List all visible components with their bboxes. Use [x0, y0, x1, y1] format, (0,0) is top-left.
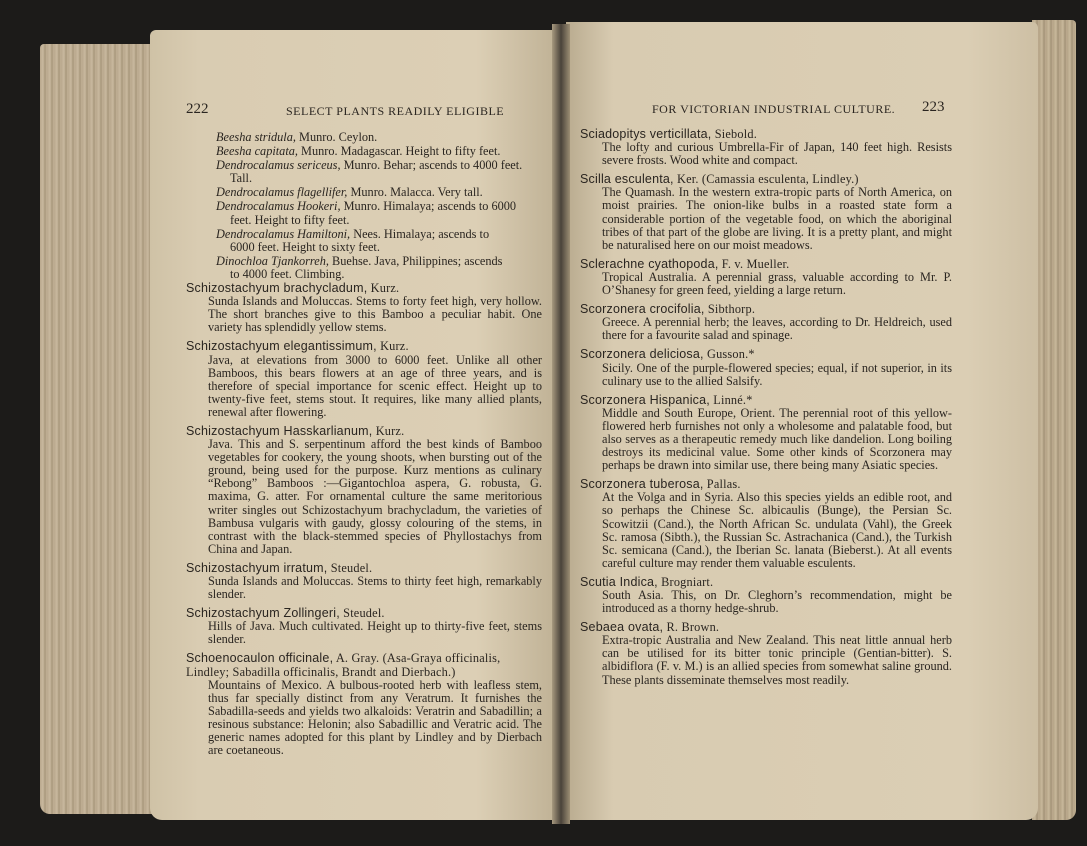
left-page-text — [186, 131, 542, 763]
species-entry — [580, 576, 952, 615]
species-author: Ker. (Camassia esculenta, Lindley.) — [673, 172, 859, 187]
species-description: Sicily. One of the purple-flowered species; equal, if not superior, in its culinary use to the allied Salsify. — [602, 360, 952, 388]
short-entry — [186, 186, 542, 199]
species-name: Dendrocalamus flagellifer, — [216, 185, 348, 200]
species-note-continued: Tall. — [230, 171, 253, 186]
book-gutter — [552, 24, 570, 824]
species-title: Sebaea ovata, — [580, 620, 664, 635]
species-author: Steudel. — [327, 560, 373, 575]
species-note-continued: 6000 feet. Height to sixty feet. — [230, 239, 380, 254]
short-entry — [186, 131, 542, 144]
species-entry — [580, 394, 952, 473]
species-name: Dendrocalamus sericeus, — [216, 158, 341, 173]
species-title: Schizostachyum irratum, — [186, 560, 328, 575]
species-entry — [580, 303, 952, 342]
species-entry — [580, 621, 952, 686]
species-entry — [186, 425, 542, 556]
species-author: Kurz. — [372, 423, 405, 438]
species-author: Linné.* — [709, 392, 753, 407]
species-heading — [580, 394, 952, 407]
short-entry — [186, 228, 542, 254]
species-description: Tropical Australia. A perennial grass, valuable according to Mr. P. O’Shanesy for green feed, yielding a large return. — [602, 269, 952, 298]
species-note: Munro. Malacca. Very tall. — [347, 185, 483, 200]
species-title: Scilla esculenta, — [580, 172, 674, 187]
species-author: A. Gray. (Asa-Graya officinalis, Lindley; Sabadilla officinalis, Brandt and Dierbach.) — [186, 651, 501, 679]
species-author: Sibthorp. — [704, 302, 756, 317]
species-title: Schoenocaulon officinale, — [186, 651, 334, 666]
species-description: Java, at elevations from 3000 to 6000 feet. Unlike all other Bamboos, this bears flowers at an age of three years, and is therefore of special importance for scenic effect. Height up to twenty-five feet, stems stout. It requires, like many allied plants, renewal after flowering. — [208, 352, 542, 419]
short-entry — [186, 255, 542, 281]
species-author: R. Brown. — [663, 620, 720, 635]
species-heading — [186, 340, 542, 353]
right-page-text — [580, 128, 952, 693]
species-title: Sciadopitys verticillata, — [580, 127, 712, 141]
species-description: The Quamash. In the western extra-tropic parts of North America, on moist prairies. The onion-like bulbs in a roasted state form a considerable portion of the vegetable food, on which the aboriginal tribes of that part of the globe are living. It is a pretty plant, and might be naturalised here on our moist meadows. — [602, 185, 952, 252]
species-name: Dendrocalamus Hookeri, — [216, 199, 341, 214]
species-title: Schizostachyum Hasskarlianum, — [186, 423, 373, 438]
species-description: Java. This and S. serpentinum afford the best kinds of Bamboo vegetables for cookery, the young shoots, when bursting out of the ground, being used for the purpose. Kurz mentions as culinary “Rebong” Bamboos :—Gigantochloa aspera, G. robusta, G. maxima, G. atter. For ornamental culture the same meritorious writer singles out Schizostachyum brachycladum, the varieties of Bambusa vulgaris with gaudy, glossy colouring of the stems, in contrast with the black-stemmed species of Phyllostachys from China and Japan. — [208, 437, 542, 556]
species-description: Sunda Islands and Moluccas. Stems to forty feet high, very hollow. The short branches give to this Bamboo a peculiar habit. One variety has splendidly yellow stems. — [208, 294, 542, 335]
species-author: Siebold. — [711, 127, 757, 141]
right-page-edges — [1032, 20, 1076, 820]
species-title: Scorzonera Hispanica, — [580, 392, 710, 407]
species-name: Dendrocalamus Hamiltoni, — [216, 226, 351, 241]
species-note-continued: feet. Height to fifty feet. — [230, 212, 350, 227]
species-note: Munro. Madagascar. Height to fifty feet. — [297, 144, 501, 159]
species-note: Nees. Himalaya; ascends to — [350, 226, 490, 241]
short-entries — [186, 131, 542, 281]
species-description: Middle and South Europe, Orient. The perennial root of this yellow-flowered herb furnishes not only a wholesome and palatable food, but also serves as a therapeutic remedy much like dandelion. Long boiling destroys its medicinal value. Some other kinds of Scorzonera may perhaps be drawn into similar use, there being many Asiatic species. — [602, 405, 952, 473]
species-note: Buehse. Java, Philippines; ascends — [328, 253, 503, 268]
species-name: Dinochloa Tjankorreh, — [216, 253, 329, 268]
species-description: Extra-tropic Australia and New Zealand. This neat little annual herb can be utilised for its bitter tonic principle (Gentian-bitter). S. albidiflora (F. v. M.) is an allied species from somewhat saline ground. These plants disseminate themselves most readily. — [602, 633, 952, 687]
species-description: At the Volga and in Syria. Also this species yields an edible root, and so perhaps the Chinese Sc. albicaulis (Bunge), the Persian Sc. Scowitzii (Cand.), the North African Sc. undulata (Vahl), the Greek Sc. ramosa (Sibth.), the Russian Sc. Astrachanica (Cand.), the Turkish Sc. semicana (Cand.), the Iberian Sc. lanata (Bieberst.). At all events careful culture may render them valuable esculents. — [602, 490, 952, 570]
species-entry — [580, 173, 952, 252]
right-entries — [580, 128, 952, 687]
species-title: Sclerachne cyathopoda, — [580, 256, 719, 271]
species-title: Scorzonera tuberosa, — [580, 477, 704, 492]
left-page-edges — [40, 44, 164, 814]
species-heading — [580, 348, 952, 361]
species-description: Mountains of Mexico. A bulbous-rooted herb with leafless stem, thus far specially distinct from any Veratrum. It furnishes the Sabadilla-seeds and yields two alkaloids: Veratrin and Sabadillin; a resinous substance: Helonin; also Sabadillic and Veratric acid. The generic names adopted for this plant by Lindley and by Dierbach are coetaneous. — [208, 677, 542, 758]
species-title: Schizostachyum brachycladum, — [186, 281, 368, 296]
species-entry — [186, 652, 542, 757]
left-running-head: SELECT PLANTS READILY ELIGIBLE — [286, 104, 505, 118]
species-entry — [186, 607, 542, 646]
species-entry — [580, 348, 952, 387]
species-note: Munro. Ceylon. — [295, 130, 378, 144]
left-page-number: 222 — [186, 101, 209, 117]
species-description: South Asia. This, on Dr. Cleghorn’s recommendation, might be introduced as a thorny hedge-shrub. — [602, 588, 952, 616]
species-title: Scorzonera crocifolia, — [580, 302, 705, 317]
species-entry — [186, 282, 542, 334]
species-entry — [580, 128, 952, 167]
species-name: Beesha capitata, — [216, 144, 298, 159]
species-entry — [580, 258, 952, 297]
species-description: Greece. A perennial herb; the leaves, according to Dr. Heldreich, used there for a favourite salad and spinage. — [602, 315, 952, 343]
species-description: The lofty and curious Umbrella-Fir of Japan, 140 feet high. Resists severe frosts. Wood white and compact. — [602, 140, 952, 168]
species-note-continued: to 4000 feet. Climbing. — [230, 266, 345, 281]
species-author: Kurz. — [376, 339, 409, 354]
species-note: Munro. Himalaya; ascends to 6000 — [340, 199, 517, 214]
species-author: Pallas. — [703, 477, 741, 492]
right-page-number: 223 — [922, 99, 945, 115]
short-entry — [186, 159, 542, 185]
species-title: Scorzonera deliciosa, — [580, 347, 704, 362]
species-title: Schizostachyum elegantissimum, — [186, 339, 377, 354]
species-author: Kurz. — [367, 281, 400, 296]
species-entry — [186, 562, 542, 601]
species-name: Beesha stridula, — [216, 130, 296, 144]
short-entry — [186, 145, 542, 158]
species-title: Scutia Indica, — [580, 574, 658, 589]
species-entry — [580, 478, 952, 570]
species-author: Gusson.* — [703, 347, 755, 362]
species-author: F. v. Mueller. — [718, 256, 790, 271]
species-author: Steudel. — [339, 606, 385, 621]
species-title: Schizostachyum Zollingeri, — [186, 606, 340, 621]
species-description: Sunda Islands and Moluccas. Stems to thirty feet high, remarkably slender. — [208, 574, 542, 602]
species-heading — [580, 258, 952, 271]
right-running-head: FOR VICTORIAN INDUSTRIAL CULTURE. — [652, 102, 896, 116]
species-author: Brogniart. — [657, 574, 714, 589]
species-description: Hills of Java. Much cultivated. Height up to thirty-five feet, stems slender. — [208, 619, 542, 647]
species-note: Munro. Behar; ascends to 4000 feet. — [340, 158, 523, 173]
species-entry — [186, 340, 542, 419]
species-heading — [186, 652, 542, 678]
left-entries — [186, 282, 542, 757]
short-entry — [186, 200, 542, 226]
